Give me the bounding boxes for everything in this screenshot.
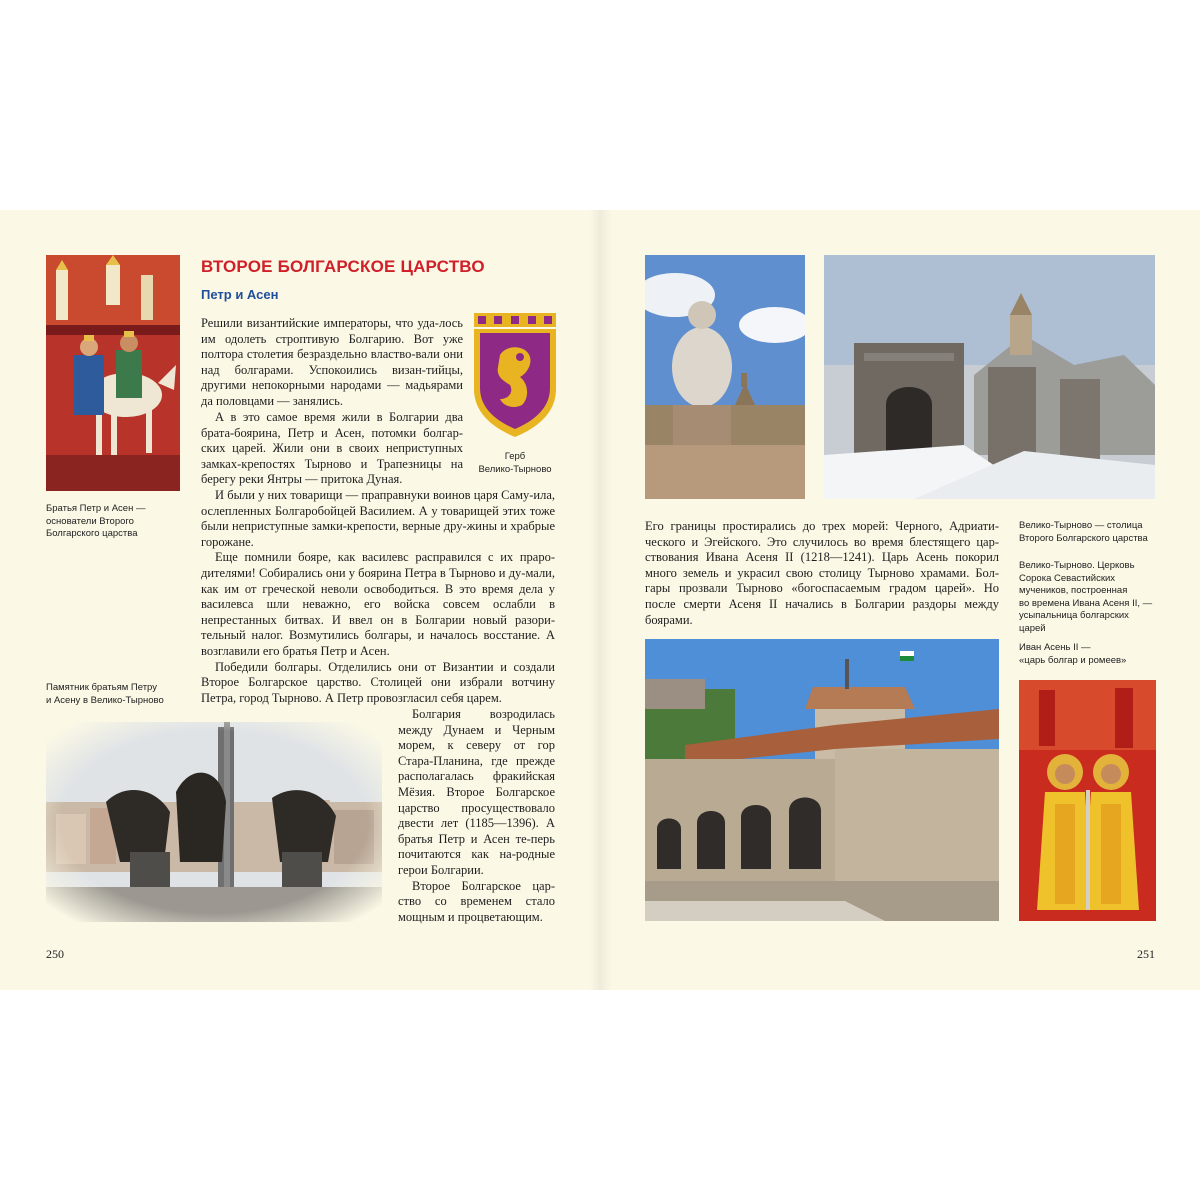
ivan-asen-painting-art bbox=[1019, 680, 1156, 921]
paragraph-4: Еще помнили бояре, как василевс расправился с их праро-дителями! Собирались они у боярина Петра в Тырново и ду-мали, как им от греческой неволи освободиться. В это время дела у василевса шли неважно, его войска совсем ослабли в непрестанных битвах. И ввел он в Болгарии новый разори-тельный налог. Возмутились болгары, и началось восстание. А возглавили его братья Петр и Асен. bbox=[201, 550, 555, 658]
brothers-painting bbox=[46, 255, 180, 491]
forty-martyrs-church-photo bbox=[645, 639, 999, 921]
paragraph-3: И были у них товарищи — праправнуки воинов царя Саму-ила, ослепленных Болгаробойцей Василием. А у товарищей этих тоже были неприступные замки-крепости, верные дру-жины и храбрые горожане. bbox=[201, 488, 555, 549]
monument-caption: Памятник братьям Петру и Асену в Велико-Тырново bbox=[46, 682, 164, 706]
forty-martyrs-church-art bbox=[645, 639, 999, 921]
text-column-2 bbox=[201, 410, 463, 488]
section-subtitle: Петр и Асен bbox=[201, 287, 279, 302]
tsarevets-gate-monument-photo bbox=[645, 255, 805, 499]
coat-of-arms-shield-icon bbox=[470, 311, 560, 441]
text-column-right bbox=[645, 519, 999, 628]
ivan-asen-caption: Иван Асень II — «царь болгар и ромеев» bbox=[1019, 642, 1127, 666]
ivan-asen-painting bbox=[1019, 680, 1156, 921]
paragraph-right: Его границы простирались до трех морей: Черного, Адриати-ческого и Эгейского. Это случилось во время блестящего цар-ствования Ивана Асеня II (1218—1241). Царь Асень покорил много земель и украсил свою столицу Тырново храмами. Бол-гары прозвали Тырново «богоспасаемым градом царей». Но после смерти Асеня II начались в Болгарии раздоры между боярами. bbox=[645, 519, 999, 627]
page-number-left: 250 bbox=[46, 947, 64, 961]
text-column-intro bbox=[201, 316, 463, 410]
monument-photo bbox=[46, 722, 382, 922]
paragraph-5: Победили болгары. Отделились они от Византии и создали Второе Болгарское царство. Столицей они избрали вотчину Петра, город Тырново. А Петр провозгласил себя царем. bbox=[201, 659, 555, 705]
brothers-painting-caption: Братья Петр и Асен — основатели Второго Болгарского царства bbox=[46, 503, 146, 539]
tsarevets-fortress-art bbox=[824, 255, 1155, 499]
tsarevets-gate-monument-art bbox=[645, 255, 805, 499]
paragraph-6: Болгария возродилась между Дунаем и Черным морем, к северу от гор Стара-Планина, где прежде располагалась фракийская Мёзия. Второе Болгарское царство просуществовало двести лет (1185—1396). А братья Петр и Асен те-перь почитаются как на-родные герои Болгарии. bbox=[398, 707, 555, 877]
page-number-right: 251 bbox=[1137, 947, 1155, 961]
paragraph-7: Второе Болгарское цар-ство со временем стало мощным и процветающим. bbox=[398, 878, 555, 924]
monument-photo-art bbox=[46, 722, 382, 922]
paragraph-2: А в это самое время жили в Болгарии два брата-боярина, Петр и Асен, потомки болгар-ских царей. Жили они в своих неприступных замках-крепостях Тырново и Трапезницы на берегу реки Янтры — притока Дуная. bbox=[201, 410, 463, 487]
book-spread bbox=[0, 210, 1200, 990]
tsarevets-fortress-photo bbox=[824, 255, 1155, 499]
church-caption: Велико-Тырново. Церковь Сорока Севастийских мучеников, построенная во времена Ивана Асеня II, — усыпальница болгарских царей bbox=[1019, 560, 1153, 634]
text-column-narrow bbox=[398, 707, 555, 925]
brothers-painting-art bbox=[46, 255, 180, 491]
chapter-title: ВТОРОЕ БОЛГАРСКОЕ ЦАРСТВО bbox=[201, 257, 485, 276]
text-column-full bbox=[201, 488, 555, 706]
coat-of-arms-caption: Герб Велико-Тырново bbox=[478, 451, 552, 475]
coat-of-arms bbox=[470, 311, 560, 441]
capital-caption: Велико-Тырново — столица Второго Болгарского царства bbox=[1019, 520, 1148, 544]
paragraph-1: Решили византийские императоры, что уда-лось им одолеть строптивую Болгарию. Вот уже полтора столетия безраздельно властво-вали они над болгарами. Успокоились визан-тийцы, другими непокорными народами — мадьярами да половцами — занялись. bbox=[201, 316, 463, 408]
